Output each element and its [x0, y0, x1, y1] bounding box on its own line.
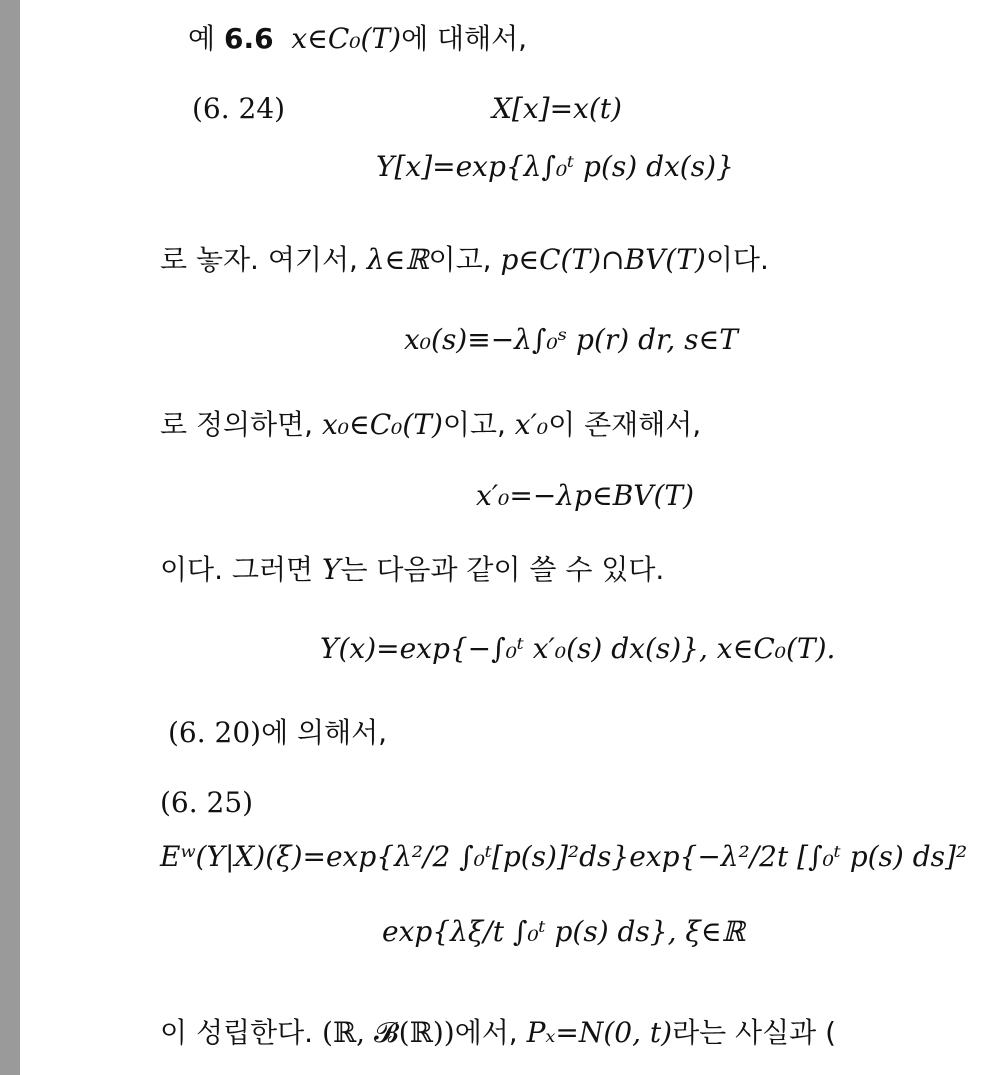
- eq-6-24-line2: Y[x]=exp{λ∫₀ᵗ p(s) dx(s)}: [376, 150, 734, 183]
- eq-6-25-label: (6. 25): [160, 786, 254, 819]
- document-page: [20, 0, 984, 1075]
- text2-lead: 로 정의하면,: [160, 408, 314, 441]
- text3-lead: 이다. 그러면: [160, 553, 314, 586]
- eq-6-24-label: (6. 24): [192, 92, 286, 125]
- text3-math: Y: [321, 553, 341, 586]
- example-tail: 에 대해서,: [401, 22, 528, 55]
- text1-math1: λ∈ℝ: [366, 243, 429, 276]
- example-prefix: 예: [188, 22, 216, 55]
- eq-x0-prime: x′₀=−λp∈BV(T): [476, 479, 695, 512]
- eq-Y-expression: Y(x)=exp{−∫₀ᵗ x′₀(s) dx(s)}, x∈C₀(T).: [320, 632, 836, 665]
- example-number: 6.6: [223, 22, 274, 55]
- text4-tail: 에 의해서,: [261, 716, 388, 749]
- text2-math1: x₀∈C₀(T): [321, 408, 443, 441]
- text1-mid: 이고,: [428, 243, 492, 276]
- eq-6-25-line2: exp{λξ/t ∫₀ᵗ p(s) ds}, ξ∈ℝ: [382, 915, 745, 948]
- eq-x0-definition: x₀(s)≡−λ∫₀ˢ p(r) dr, s∈T: [404, 323, 738, 356]
- text-line-5: [160, 1016, 836, 1050]
- text5-mid: 에서,: [454, 1016, 518, 1049]
- text5-math2: Pₓ=N(0, t): [526, 1016, 673, 1049]
- text-line-3: [160, 553, 664, 587]
- text5-math1: (ℝ, 𝓑(ℝ)): [321, 1016, 455, 1049]
- text5-tail: 라는 사실과 (: [672, 1016, 837, 1049]
- eq-6-24-line1: X[x]=x(t): [492, 92, 622, 125]
- text-line-4: [168, 716, 387, 750]
- text2-mid: 이고,: [442, 408, 506, 441]
- text3-tail: 는 다음과 같이 쓸 수 있다.: [340, 553, 665, 586]
- example-heading: [188, 22, 527, 56]
- left-margin-bar: [0, 0, 20, 1075]
- text1-math2: p∈C(T)∩BV(T): [500, 243, 706, 276]
- text4-ref: (6. 20): [168, 716, 262, 749]
- example-math: x∈C₀(T): [291, 22, 402, 55]
- text-line-2: [160, 408, 701, 442]
- text-line-1: [160, 243, 769, 277]
- eq-6-25-line1: Eʷ(Y|X)(ξ)=exp{λ²/2 ∫₀ᵗ[p(s)]²ds}exp{−λ²/2t [∫₀ᵗ p(s) ds]²: [160, 840, 968, 873]
- text1-lead: 로 놓자. 여기서,: [160, 243, 358, 276]
- text2-tail: 이 존재해서,: [548, 408, 702, 441]
- text1-tail: 이다.: [705, 243, 769, 276]
- text2-math2: x′₀: [514, 408, 549, 441]
- text5-lead: 이 성립한다.: [160, 1016, 314, 1049]
